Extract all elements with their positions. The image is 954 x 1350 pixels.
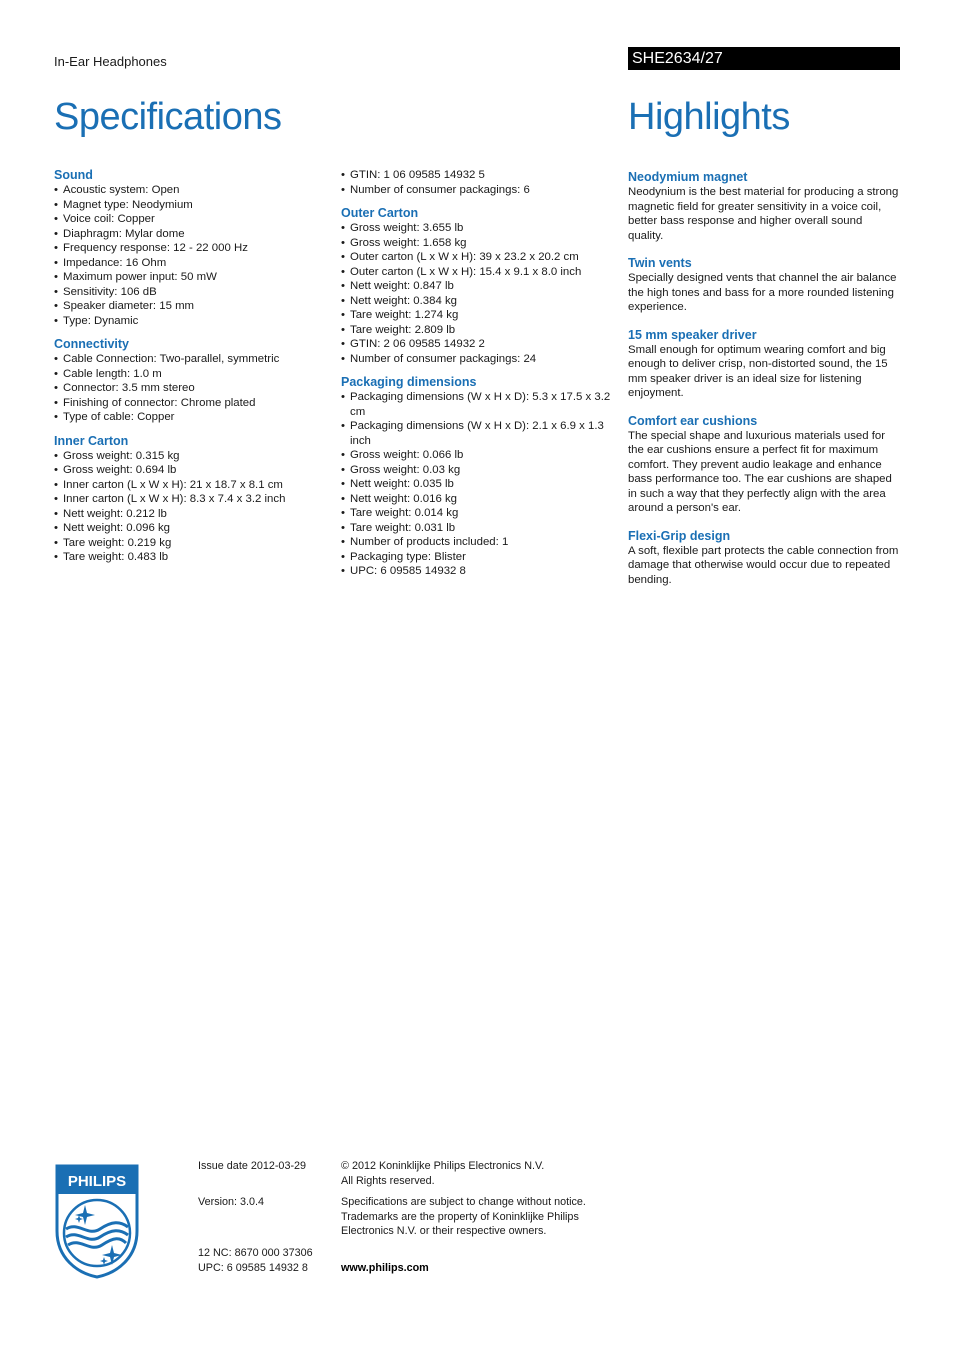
spec-item: • Impedance: 16 Ohm [54,256,324,271]
issue-date: Issue date 2012-03-29 [198,1160,307,1172]
highlight-title: 15 mm speaker driver [628,327,757,342]
highlight-title: Twin vents [628,256,692,270]
spec-item: • Magnet type: Neodymium [54,198,324,213]
copyright-line: © 2012 Koninklijke Philips Electronics N.V. [341,1160,545,1172]
spec-item: • Acoustic system: Open [54,183,324,198]
spec-item: • Voice coil: Copper [54,212,324,227]
spec-item: • Nett weight: 0.096 kg [54,521,324,536]
spec-list [341,168,611,197]
spec-item: • Nett weight: 0.384 kg [341,294,611,309]
highlight-title: Flexi-Grip design [628,528,731,543]
spec-item: • Number of consumer packagings: 24 [341,352,611,367]
spec-list [341,390,611,579]
spec-item: • Number of consumer packagings: 6 [341,183,611,198]
section-title: Packaging dimensions [341,375,477,389]
upc-code: UPC: 6 09585 14932 8 [198,1262,308,1274]
highlight-block [628,328,900,401]
rights-line: All Rights reserved. [341,1174,435,1187]
spec-item: • Nett weight: 0.035 lb [341,477,611,492]
spec-item: • Tare weight: 0.031 lb [341,521,611,536]
spec-item: • Nett weight: 0.016 kg [341,492,611,507]
twelve-nc: 12 NC: 8670 000 37306 [198,1247,313,1259]
spec-list [341,221,611,366]
spec-item: • Tare weight: 0.014 kg [341,506,611,521]
spec-item: • Diaphragm: Mylar dome [54,227,324,242]
section-title: Outer Carton [341,206,419,220]
spec-item: • Speaker diameter: 15 mm [54,299,324,314]
spec-item: • Gross weight: 0.315 kg [54,449,324,464]
spec-item: • GTIN: 1 06 09585 14932 5 [341,168,611,183]
website-link[interactable]: www.philips.com [341,1262,429,1274]
specifications-title: Specifications [54,96,282,138]
model-number-bar: SHE2634/27 [628,47,900,70]
section-title: Inner Carton [54,433,129,448]
highlight-text: A soft, flexible part protects the cable connection from damage that otherwise would occur due to repeated bending. [628,544,899,586]
spec-item: • Type of cable: Copper [54,410,324,425]
spec-item: • Tare weight: 0.483 lb [54,550,324,565]
highlight-text: Specially designed vents that channel the air balance the high tones and bass for a more rounded listening experience. [628,272,897,313]
spec-item: • Cable Connection: Two-parallel, symmetric [54,352,324,367]
version: Version: 3.0.4 [198,1196,265,1208]
spec-item: • Cable length: 1.0 m [54,367,324,382]
spec-item: • Connector: 3.5 mm stereo [54,381,324,396]
spec-item: • UPC: 6 09585 14932 8 [341,564,611,579]
highlights-title: Highlights [628,96,790,138]
section-title: Connectivity [54,337,130,351]
highlight-block [628,529,900,588]
spec-item: • Tare weight: 2.809 lb [341,323,611,338]
highlight-block [628,414,900,516]
spec-item: • Nett weight: 0.847 lb [341,279,611,294]
spec-item: • Gross weight: 1.658 kg [341,236,611,251]
highlight-text: Neodynium is the best material for producing a strong magnetic field for greater sensitivity in a voice coil, better bass response and higher overall sound quality. [628,186,899,242]
highlight-title: Neodymium magnet [628,170,748,184]
highlight-block [628,256,900,315]
spec-item: • Gross weight: 3.655 lb [341,221,611,236]
spec-item: • Finishing of connector: Chrome plated [54,396,324,411]
specs-column-1 [54,168,324,574]
spec-item: • Sensitivity: 106 dB [54,285,324,300]
svg-text:PHILIPS: PHILIPS [67,1173,127,1190]
disclaimer: Specifications are subject to change without notice. Trademarks are the property of Koninklijke Philips Electronics N.V. or their respective owners. [341,1196,586,1237]
highlight-text: The special shape and luxurious materials used for the ear cushions ensure a perfect fit for maximum comfort. They prevent audio leakage and enhance bass performance too. The ear cushions are shaped in such a way that they perfectly align with the area around a person's ear. [628,429,892,514]
spec-item: • Nett weight: 0.212 lb [54,507,324,522]
spec-item: • Packaging dimensions (W x H x D): 2.1 x 6.9 x 1.3 inch [341,419,611,448]
spec-item: • Packaging dimensions (W x H x D): 5.3 x 17.5 x 3.2 cm [341,390,611,419]
specs-column-2 [341,168,611,588]
spec-item: • Type: Dynamic [54,314,324,329]
spec-item: • Maximum power input: 50 mW [54,270,324,285]
spec-item: • Frequency response: 12 - 22 000 Hz [54,241,324,256]
copyright [341,1159,611,1188]
highlight-title: Comfort ear cushions [628,413,758,428]
spec-item: • Inner carton (L x W x H): 21 x 18.7 x 8.1 cm [54,478,324,493]
spec-item: • GTIN: 2 06 09585 14932 2 [341,337,611,352]
highlights-column [628,170,900,600]
highlight-text: Small enough for optimum wearing comfort and big enough to deliver crisp, non-distorted sound, the 15 mm speaker driver is an ideal size for listening enjoyment. [628,343,888,399]
spec-item: • Number of products included: 1 [341,535,611,550]
section-title: Sound [54,168,93,182]
spec-list [54,183,324,328]
spec-item: • Packaging type: Blister [341,550,611,565]
spec-item: • Outer carton (L x W x H): 39 x 23.2 x 20.2 cm [341,250,611,265]
spec-item: • Gross weight: 0.03 kg [341,463,611,478]
philips-logo [54,1163,140,1279]
spec-item: • Outer carton (L x W x H): 15.4 x 9.1 x 8.0 inch [341,265,611,280]
spec-list [54,449,324,565]
spec-item: • Tare weight: 0.219 kg [54,536,324,551]
spec-item: • Gross weight: 0.066 lb [341,448,611,463]
highlight-block [628,170,900,243]
spec-item: • Tare weight: 1.274 kg [341,308,611,323]
spec-item: • Inner carton (L x W x H): 8.3 x 7.4 x 3.2 inch [54,492,324,507]
spec-list [54,352,324,425]
product-category: In-Ear Headphones [54,54,167,69]
spec-item: • Gross weight: 0.694 lb [54,463,324,478]
